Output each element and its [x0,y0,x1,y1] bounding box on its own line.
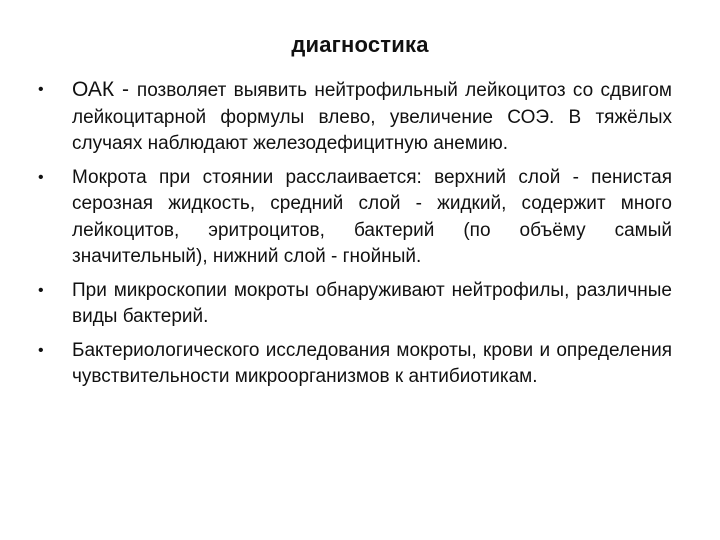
bullet-list [36,77,672,398]
bullet-text-oak: позволяет выявить нейтрофильный лейкоцитоз со сдвигом лейкоцитарной формулы влево, увеличение СОЭ. В тяжёлых случаях наблюдают железодефицитную анемию. [72,80,672,154]
bullet-dot-icon: • [38,81,44,98]
bullet-dot-icon: • [38,168,44,186]
bullet-item-oak [36,77,672,158]
slide-title: диагностика [291,32,429,57]
bullet-item-sputum [36,165,672,271]
bullet-dot-icon: • [38,281,44,299]
bullet-item-bacteriology [36,338,672,391]
bullet-dot-icon: • [38,341,44,359]
bullet-lead-oak: ОАК - [72,78,137,101]
bullet-text-bacteriology: Бактериологического исследования мокроты, крови и определения чувствительности микроорганизмов к антибиотикам. [72,339,672,387]
bullet-text-microscopy: При микроскопии мокроты обнаруживают нейтрофилы, различные виды бактерий. [72,279,672,327]
bullet-item-microscopy [36,278,672,331]
bullet-text-sputum: Мокрота при стоянии расслаивается: верхний слой - пенистая серозная жидкость, средний слой - жидкий, содержит много лейкоцитов, эритроцитов, бактерий (по объёму самый значительный), нижний слой - гнойный. [72,166,672,267]
